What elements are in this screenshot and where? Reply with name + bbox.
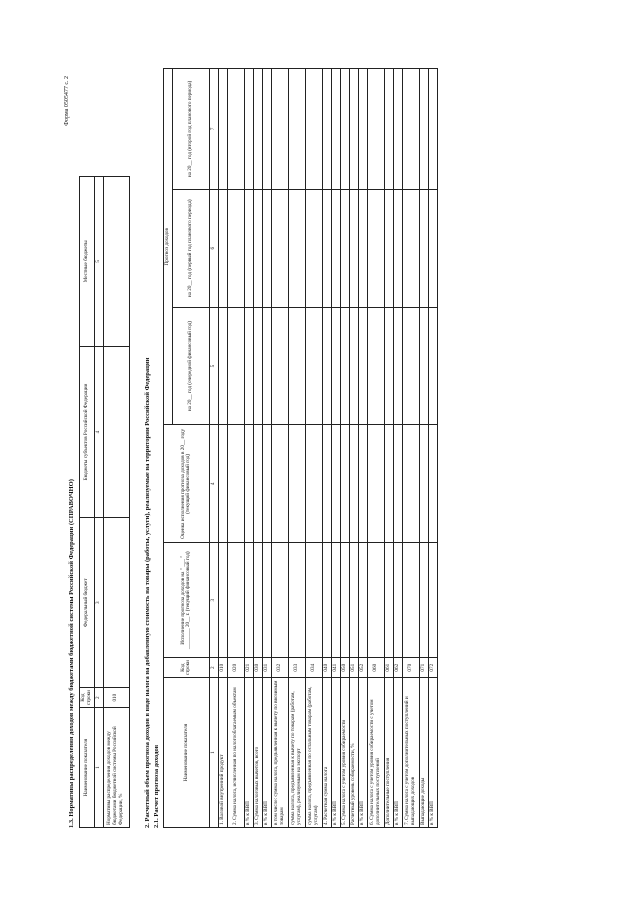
value-cell: [244, 543, 253, 658]
value-cell: [322, 307, 331, 425]
forecast-rows: [218, 69, 437, 828]
row-code: 062: [393, 658, 402, 678]
value-cell: [305, 425, 322, 543]
table-row: [367, 69, 384, 828]
value-cell: [402, 425, 419, 543]
col-header-federal: Федеральный бюджет: [80, 518, 95, 688]
row-code: 020: [227, 658, 244, 678]
value-cell: [271, 307, 288, 425]
row-code: 034: [305, 658, 322, 678]
value-cell: [419, 307, 428, 425]
col-number: 3: [209, 543, 218, 658]
row-code: 051: [349, 658, 358, 678]
rotated-form: [60, 68, 560, 838]
value-cell: [227, 307, 244, 425]
row-name: Выпадающие доходы: [419, 678, 428, 828]
value-cell: [428, 425, 437, 543]
value-cell: [262, 69, 271, 190]
value-cell: [305, 307, 322, 425]
value-cell: [103, 346, 129, 518]
row-code: 052: [358, 658, 367, 678]
row-name: в % к ВВП: [262, 678, 271, 828]
row-code: 033: [288, 658, 305, 678]
table-row: [402, 69, 419, 828]
row-code: 031: [262, 658, 271, 678]
row-name: в % к ВВП: [358, 678, 367, 828]
value-cell: [349, 307, 358, 425]
row-name: в % к ВВП: [331, 678, 340, 828]
value-cell: [218, 189, 227, 307]
value-cell: [331, 69, 340, 190]
value-cell: [271, 425, 288, 543]
value-cell: [358, 425, 367, 543]
col-number: 5: [209, 307, 218, 425]
row-code: 021: [244, 658, 253, 678]
col-number: 5: [94, 177, 103, 347]
value-cell: [340, 189, 349, 307]
value-cell: [428, 543, 437, 658]
value-cell: [244, 69, 253, 190]
col-number: 4: [94, 346, 103, 518]
table-row: [340, 69, 349, 828]
row-name: 4. Расчетная сумма налога: [322, 678, 331, 828]
row-code: 010: [103, 688, 129, 708]
value-cell: [419, 189, 428, 307]
section-1-3-title: 1.3. Нормативы распределения доходов между бюджетами бюджетной системы Российской Федерации (СПРАВОЧНО): [68, 479, 75, 828]
value-cell: [227, 425, 244, 543]
value-cell: [288, 543, 305, 658]
value-cell: [393, 189, 402, 307]
row-code: 041: [331, 658, 340, 678]
value-cell: [271, 543, 288, 658]
col-number: 1: [209, 678, 218, 828]
value-cell: [253, 543, 262, 658]
col-header-code: Код строки: [80, 688, 95, 708]
table-row: [322, 69, 331, 828]
value-cell: [402, 69, 419, 190]
col-header-local: Местные бюджеты: [80, 177, 95, 347]
value-cell: [419, 425, 428, 543]
value-cell: [349, 425, 358, 543]
value-cell: [262, 543, 271, 658]
section-2-1-title: 2.1. Расчет прогноза доходов: [153, 744, 160, 828]
value-cell: [331, 425, 340, 543]
value-cell: [393, 307, 402, 425]
row-name: Нормативы распределения доходов между бюджетами бюджетной системы Российской Федерации, %: [103, 708, 129, 828]
col-number: 2: [94, 688, 103, 708]
value-cell: [262, 425, 271, 543]
value-cell: [253, 189, 262, 307]
value-cell: [322, 189, 331, 307]
value-cell: [367, 69, 384, 190]
value-cell: [340, 69, 349, 190]
value-cell: [384, 425, 393, 543]
value-cell: [428, 189, 437, 307]
value-cell: [358, 543, 367, 658]
value-cell: [367, 543, 384, 658]
col-number: 4: [209, 425, 218, 543]
value-cell: [402, 189, 419, 307]
row-code: 032: [271, 658, 288, 678]
value-cell: [367, 307, 384, 425]
value-cell: [358, 189, 367, 307]
value-cell: [288, 189, 305, 307]
value-cell: [340, 425, 349, 543]
value-cell: [393, 543, 402, 658]
value-cell: [253, 425, 262, 543]
table-row: [393, 69, 402, 828]
value-cell: [103, 177, 129, 347]
col-header-estimate: Оценка исполнения прогноза доходов в 20__ году (текущий финансовый год): [164, 425, 210, 543]
value-cell: [288, 307, 305, 425]
col-number: 6: [209, 189, 218, 307]
value-cell: [340, 307, 349, 425]
value-cell: [331, 189, 340, 307]
value-cell: [384, 189, 393, 307]
value-cell: [384, 307, 393, 425]
section-2-title: 2. Расчетный объем прогноза доходов в виде налога на добавленную стоимость на товары (работы, услуги), реализуемые на территории Российской Федерации: [144, 357, 151, 828]
value-cell: [428, 307, 437, 425]
table-row: [358, 69, 367, 828]
value-cell: [358, 307, 367, 425]
table-row: [384, 69, 393, 828]
table-row: [428, 69, 437, 828]
value-cell: [227, 543, 244, 658]
row-code: 010: [218, 658, 227, 678]
row-code: 040: [322, 658, 331, 678]
row-name: в % к ВВП: [244, 678, 253, 828]
col-header-regional: Бюджеты субъектов Российской Федерации: [80, 346, 95, 518]
row-name: Расчетный уровень собираемости, %: [349, 678, 358, 828]
col-number: 1: [94, 708, 103, 828]
value-cell: [227, 189, 244, 307]
value-cell: [393, 425, 402, 543]
table-row: [331, 69, 340, 828]
table-row: [419, 69, 428, 828]
value-cell: [340, 543, 349, 658]
row-code: 050: [340, 658, 349, 678]
forecast-table: [163, 68, 438, 828]
value-cell: [244, 425, 253, 543]
value-cell: [331, 307, 340, 425]
distribution-table: [79, 176, 130, 828]
value-cell: [402, 543, 419, 658]
col-header-code: Код строки: [164, 658, 210, 678]
value-cell: [218, 425, 227, 543]
value-cell: [227, 69, 244, 190]
value-cell: [253, 307, 262, 425]
value-cell: [305, 69, 322, 190]
table-row: [262, 69, 271, 828]
form-code: Форма 0505477 с. 2: [64, 76, 70, 126]
col-number: 3: [94, 518, 103, 688]
table-row: [288, 69, 305, 828]
row-code: 071: [419, 658, 428, 678]
value-cell: [384, 69, 393, 190]
row-code: 030: [253, 658, 262, 678]
value-cell: [305, 189, 322, 307]
row-name: Дополнительные поступления: [384, 678, 393, 828]
value-cell: [428, 69, 437, 190]
table-row: [227, 69, 244, 828]
row-code: 072: [428, 658, 437, 678]
value-cell: [331, 543, 340, 658]
value-cell: [288, 69, 305, 190]
value-cell: [322, 425, 331, 543]
value-cell: [262, 307, 271, 425]
table-row: [244, 69, 253, 828]
value-cell: [367, 189, 384, 307]
value-cell: [419, 69, 428, 190]
value-cell: [393, 69, 402, 190]
value-cell: [384, 543, 393, 658]
row-name: в том числе: сумма налога, предъявленная к вычету по ввозимым товарам: [271, 678, 288, 828]
value-cell: [419, 543, 428, 658]
value-cell: [288, 425, 305, 543]
table-row: [271, 69, 288, 828]
row-code: 070: [402, 658, 419, 678]
value-cell: [244, 189, 253, 307]
value-cell: [218, 543, 227, 658]
value-cell: [253, 69, 262, 190]
value-cell: [305, 543, 322, 658]
col-header-executed: Исполнение прогноза доходов на " ___ " ________ 20__ г. (текущий финансовый год): [164, 543, 210, 658]
table-row: [305, 69, 322, 828]
value-cell: [349, 543, 358, 658]
value-cell: [262, 189, 271, 307]
value-cell: [103, 518, 129, 688]
row-name: 1. Валовой внутренний продукт: [218, 678, 227, 828]
value-cell: [218, 307, 227, 425]
table-row: [253, 69, 262, 828]
value-cell: [349, 189, 358, 307]
value-cell: [402, 307, 419, 425]
row-name: 3. Сумма налоговых вычетов, всего: [253, 678, 262, 828]
row-name: 7. Сумма налога с учетом дополнительных поступлений и выпадающих доходов: [402, 678, 419, 828]
row-name: сумма налога, предъявленная по остальным товарам (работам, услугам): [305, 678, 322, 828]
value-cell: [349, 69, 358, 190]
row-name: 2. Сумма налога, исчисленная по налогооблагаемым объектам: [227, 678, 244, 828]
row-name: сумма налога, предъявленная к вычету по товарам (работам, услугам), реализуемым на экспорт: [288, 678, 305, 828]
table-row: [218, 69, 227, 828]
col-header-year3: на 20__ год (второй год планового периода): [172, 69, 209, 190]
col-header-year2: на 20__ год (первый год планового периода): [172, 189, 209, 307]
row-code: 061: [384, 658, 393, 678]
col-header-year1: на 20__ год (очередной финансовый год): [172, 307, 209, 425]
table-row: [349, 69, 358, 828]
col-number: 2: [209, 658, 218, 678]
row-name: 6. Сумма налога с учетом уровня собираемости с учетом дополнительных поступлений: [367, 678, 384, 828]
row-name: в % к ВВП: [393, 678, 402, 828]
col-header-forecast: Прогноз доходов: [164, 69, 173, 425]
col-number: 7: [209, 69, 218, 190]
col-header-name: Наименование показателя: [164, 678, 210, 828]
value-cell: [358, 69, 367, 190]
value-cell: [322, 543, 331, 658]
value-cell: [367, 425, 384, 543]
value-cell: [244, 307, 253, 425]
row-name: 5. Сумма налога с учетом уровня собираемости: [340, 678, 349, 828]
value-cell: [271, 189, 288, 307]
value-cell: [218, 69, 227, 190]
row-code: 060: [367, 658, 384, 678]
col-header-name: Наименование показателя: [80, 708, 95, 828]
row-name: в % к ВВП: [428, 678, 437, 828]
value-cell: [271, 69, 288, 190]
value-cell: [322, 69, 331, 190]
